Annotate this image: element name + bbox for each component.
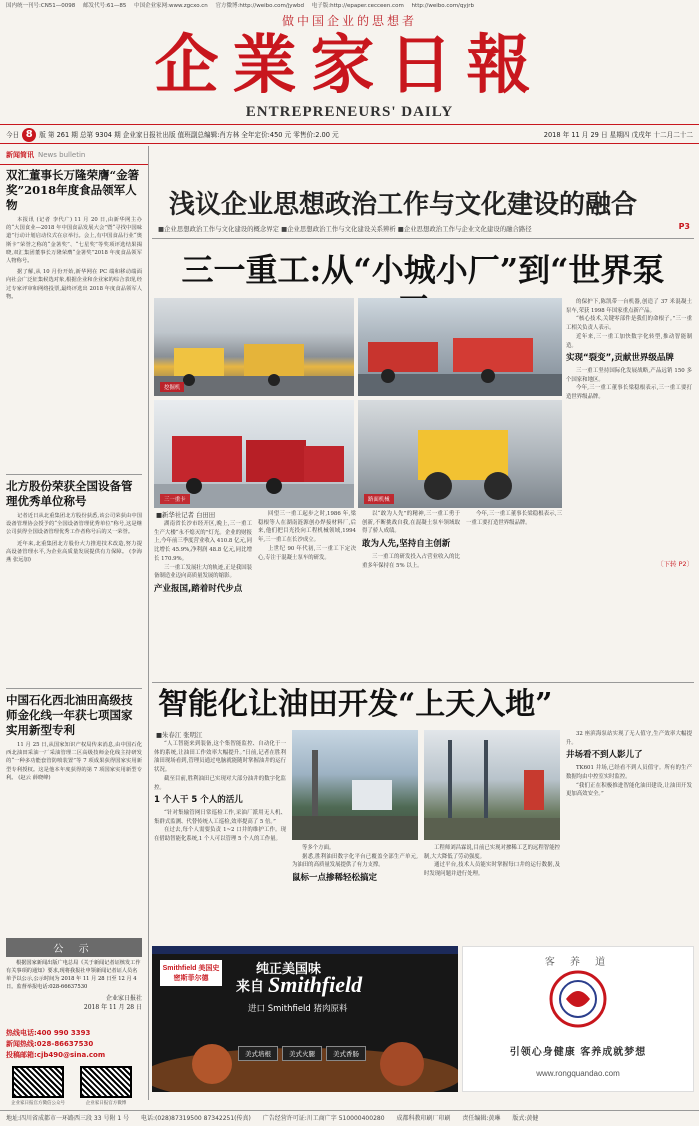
left-story-body: 本报讯 (记者 李代广) 11 月 20 日,由新华网主办的“大国食业—2018 年中国食品发展大会”暨“寻找中国味道”行动计划启动仪式在京举行。会上,有中国食品行业“奥斯卡”荣誉之称的“金箸奖”、“七星奖”等奖项评选结果揭晓,双汇集团董事长万隆荣膺“金箸奖”2018 年度食品领军人物称号。 — [6, 217, 142, 265]
left-story-body: 11 月 25 日,从国家知识产权局传来消息,由中国石化西北油田采油一厂采油管理二区高级技师金化线主持研发的“一种多功能套管防喷装置”等 7 项成果获得国家实用新型专利授权。这是他本年度获得的第 7 项国家实用新型专利。 (赵云 薛晓峰) — [6, 742, 142, 781]
photo-oil-field-1[interactable] — [292, 730, 418, 840]
left-story-1[interactable] — [6, 168, 142, 301]
topbar-item[interactable]: 官方微博:http://weibo.com/jywbd — [215, 3, 305, 9]
photo-red-trucks[interactable] — [154, 400, 354, 508]
story2-subhead: 井场看不到人影儿了 — [566, 750, 643, 761]
story2-subhead: 鼠标一点掺稀轻松搞定 — [292, 873, 378, 884]
story2-paragraph: 截至目前,胜利油田已实现对大部分油井的数字化监控。 — [154, 775, 286, 791]
ad-product: 美式香肠 — [326, 1046, 366, 1061]
story1-paragraph: 以“敢为人先”的精神,三一重工勇于创新,不断挑战自我,在混凝土泵车领域取得了骄人成绩。 — [362, 511, 460, 535]
story1-paragraph: 近年来,三一重工加快数字化转型,推动智能制造。 — [566, 333, 692, 349]
ad2-top-text: 客 养 道 — [544, 957, 612, 968]
ad-slogan: 纯正美国味 — [256, 962, 322, 977]
news-hotline[interactable]: 新闻热线:028-86637530 — [6, 1040, 94, 1048]
notice-date: 2018 年 11 月 28 日 — [83, 1004, 142, 1011]
photo-caption: 三一重卡 — [160, 494, 190, 504]
issue-info-bar — [0, 124, 699, 144]
footer-editor: 责任编辑:黄琳 — [462, 1115, 501, 1122]
story1-subhead: 实现“裂变”,贡献世界级品牌 — [566, 353, 674, 364]
story2-paragraph: 32 座滨海泵站实现了无人值守,生产效率大幅提升。 — [566, 731, 692, 746]
left-story-3[interactable] — [6, 688, 142, 782]
ad-product: 美式培根 — [238, 1046, 278, 1061]
section-label: 新闻简讯 — [6, 151, 34, 159]
oilfield-illustration — [292, 730, 418, 840]
story1-paragraph: 三一重工的研发投入占营业收入的比重多年保持在 5% 以上。 — [362, 553, 460, 569]
footer-address: 地址:四川省成都市一环路西三段 33 号附 1 号 — [6, 1115, 130, 1122]
news-bulletin-header — [0, 146, 148, 165]
story2-col-3 — [424, 844, 560, 944]
photo-oil-field-2[interactable] — [424, 730, 560, 840]
story1-paragraph: 回望三一重工起步之时,1986 年,梁稳根等人在湖南涟源创办焊接材料厂,后来,他们把目光投向工程机械领域,1994 年,三一重工在长沙成立。 — [258, 511, 356, 544]
issue-date: 2018 年 11 月 29 日 星期四 戊戌年 十二月二十二 — [543, 131, 693, 139]
left-story-body: 记者近日从北重集团北方股份获悉,该公司荣获由中国设备管理协会授予的“全国设备管理优秀单位”称号,这是继公司获得全国设备管理优秀工作者称号后的又一荣誉。 — [6, 513, 142, 536]
smithfield-logo: Smithfield 美国史密斯菲尔德 — [160, 960, 222, 986]
ad-product: 美式火腿 — [282, 1046, 322, 1061]
story1-paragraph: 的保护下,陈凯带一台机器,创造了 37 米混凝土泵车,荣获 1998 年国家重点新产品。 — [566, 299, 692, 314]
story2-subhead: 1 个人干 5 个人的活儿 — [154, 795, 243, 806]
story1-col-2 — [258, 510, 356, 682]
notice-heading: 公 示 — [6, 938, 142, 957]
topbar-item[interactable]: 中国企业家网:www.zgcxo.cn — [134, 3, 208, 9]
left-story-title[interactable]: 中国石化西北油田高级技师金化线一年获七项国家实用新型专利 — [6, 693, 133, 737]
masthead-title: 企業家日報 — [154, 28, 545, 103]
footer-layout: 版式:黄健 — [512, 1115, 539, 1122]
ad2-logo-emblem — [548, 969, 608, 1029]
topbar-item[interactable]: http://weibo.com/qyjrb — [411, 3, 474, 9]
masthead-title-en: ENTREPRENEURS' DAILY — [245, 104, 454, 120]
ad2-url[interactable]: www.rongquandao.com — [536, 1069, 620, 1078]
rongquandao-ad[interactable] — [462, 946, 694, 1092]
page-count-badge: 8 — [22, 128, 36, 142]
story2-paragraph: 通过平台,技术人员能实时掌握每口井的运行数据,及时发现问题并进行处理。 — [424, 862, 560, 878]
hotline-phone[interactable]: 热线电话:400 990 3393 — [6, 1029, 91, 1037]
footer-license: 广告经营许可证:川工商广字 510000400280 — [262, 1115, 385, 1122]
lead-headline-2[interactable]: 三一重工:从“小城小厂”到“世界泵 — [181, 251, 665, 289]
divider — [152, 238, 694, 239]
story2-paragraph: 工程师刘昌霖说,目前已实现对掺稀工艺的远程智能控制,大大降低了劳动强度。 — [424, 845, 560, 860]
story1-subhead: 产业报国,踏着时代步点 — [154, 583, 243, 594]
story2-paragraph: TK601 井场,已经看不到人员值守。所有的生产数据均由中控室实时监控。 — [566, 765, 692, 780]
qr-caption: 企业家日报官方微信公众号 — [11, 1101, 65, 1106]
story1-col-3 — [362, 510, 460, 682]
story1-paragraph: 今年,三一重工董事长梁稳根表示,三一重工要打造世界级品牌。 — [466, 511, 562, 526]
left-story-2[interactable] — [6, 474, 142, 564]
story1-col-4 — [466, 510, 562, 682]
story2-paragraph: “人工智能来到装备,这个集智能监控、自动化于一体的系统,让油田工作效率大幅提升。”日前,记者在胜利油田现场看到,管理员通过电脑就能随时掌握油井的运行状况。 — [154, 741, 286, 774]
red-trucks-illustration — [154, 400, 354, 508]
qr-caption: 企业家日报官方微博 — [85, 1101, 127, 1106]
story2-paragraph: 等多个方面。 — [302, 845, 335, 851]
divider — [152, 682, 694, 683]
road-roller-illustration — [358, 400, 562, 508]
ad-products — [238, 1046, 366, 1061]
topbar-item: 邮发代号:61—85 — [83, 3, 127, 9]
story1-paragraph: 今年,三一重工董事长梁稳根表示,三一重工要打造世界级品牌。 — [566, 385, 692, 401]
photo-caption: 路面机械 — [364, 494, 394, 504]
photo-caption: 挖掘机 — [160, 382, 184, 392]
oilfield-illustration — [424, 730, 560, 840]
topbar-item: 国内统一刊号:CN51—0098 — [6, 3, 76, 9]
story1-paragraph: 湖南省长沙市经开区,晚上,三一重工生产大楼“永不熄灭的”灯光。企业的财报上,今年前三季度营业收入 410.8 亿元,同比增长 45.9%,净利润 48.8 亿元,同比增长 170.9%。 — [154, 521, 252, 562]
masthead-tagline: 做中国企业的思想者 — [281, 14, 417, 28]
story1-byline: ■新华社记者 白田田 — [156, 511, 216, 519]
left-story-body: 近年来,北重集团北方股份大力推进技术改造,努力提高设备管理水平,为企业高质量发展提供有力保障。 (李海燕 张远加) — [6, 540, 142, 564]
left-story-title[interactable]: 北方股份荣获全国设备管理优秀单位称号 — [6, 479, 133, 508]
story2-paragraph: 在过去,每个人需要负责 1~2 口井的维护工作。现在借助智能化系统,1 个人可以管理 5 个人的工作量。 — [154, 827, 286, 843]
lead-headline-1[interactable]: 浅议企业思想政治工作与文化建设的融合 — [168, 190, 637, 220]
ad-subline: 进口 Smithfield 猪肉原料 — [248, 1004, 348, 1014]
truck-line-illustration — [358, 298, 562, 396]
story1-right-column — [566, 298, 692, 560]
contact-block — [6, 1028, 142, 1061]
weibo-qr-code[interactable] — [80, 1066, 132, 1098]
story2-paragraph: “针对集输管网日常巡检工作,采油厂派用无人机、集群式监测、代替传统人工巡检,效率提高了 5 倍。” — [154, 809, 286, 825]
ad-brand: Smithfield — [268, 972, 363, 997]
story2-paragraph: 据悉,胜利油田数字化平台已覆盖全部生产单元,为油田的高质量发展提供了有力支撑。 — [292, 853, 418, 869]
smithfield-ad[interactable] — [152, 946, 458, 1092]
ad-from: 来自 — [236, 979, 264, 995]
story1-paragraph: 上世纪 90 年代初,三一重工下定决心,专注于混凝土泵车的研发。 — [258, 545, 356, 561]
ad2-slogan: 引领心身健康 客养成就梦想 — [509, 1047, 647, 1058]
photo-factory-floor[interactable] — [154, 298, 354, 396]
notice-org: 企业家日报社 — [105, 995, 142, 1002]
section-label-en: News bulletin — [38, 151, 86, 159]
story1-col-1 — [154, 520, 252, 682]
footer-printer: 成都科教印刷厂印刷 — [396, 1115, 451, 1122]
page-ref-p3[interactable]: P3 — [678, 222, 690, 231]
submission-email[interactable]: 投稿邮箱:cjb490@sina.com — [6, 1051, 106, 1059]
page-ref-p2[interactable]: 〔下转 P2〕 — [657, 560, 694, 568]
lead-headline-3[interactable]: 智能化让油田开发“上天入地” — [158, 687, 553, 722]
story2-byline: ■朱春江 张明江 — [156, 731, 203, 739]
today-label: 今日 — [6, 131, 20, 139]
story2-col-4 — [566, 730, 692, 940]
story1-paragraph: “核心技术,关键零部件是我们的命根子。”三一重工相关负责人表示。 — [566, 316, 692, 332]
photo-trucks-line[interactable] — [358, 298, 562, 396]
story2-col-2 — [292, 844, 418, 944]
story1-paragraph: 三一重工发展壮大的轨迹,正是我国装备制造业迈向高质量发展的缩影。 — [154, 564, 252, 580]
topbar-item[interactable]: 电子版:http://epaper.cecceen.com — [311, 3, 404, 9]
public-notice — [6, 938, 142, 1011]
wechat-qr-code[interactable] — [12, 1066, 64, 1098]
story1-subhead: 敢为人先,坚持自主创新 — [362, 539, 451, 550]
story2-paragraph: “我们正在积极推进智能化油田建设,让油田开发更加高效安全。” — [566, 782, 692, 798]
photo-road-roller[interactable] — [358, 400, 562, 508]
notice-body: 根据国家新闻出版广电总局《关于新闻记者证核发工作有关事项的通知》要求,现将我报社申领新闻记者证人员名单予以公示,公示时间为 2018 年 11 月 28 日至 12 月 4 日。监督举报电话:028-66637530 — [6, 960, 141, 990]
footer-bar — [0, 1110, 699, 1126]
footer-phone: 电话:(028)87319500 87342251(传真) — [141, 1115, 251, 1122]
left-story-title[interactable]: 双汇董事长万隆荣膺“金箸奖”2018年度食品领军人物 — [6, 168, 140, 212]
issue-details: 版 第 261 期 总第 9304 期 企业家日报社出版 值班副总编辑:肖方林 全年定价:450 元 零售价:2.00 元 — [39, 131, 339, 139]
story1-paragraph: 三一重工坚持国际化发展战略,产品远销 150 多个国家和地区。 — [566, 367, 692, 383]
left-story-body: 据了解,从 10 月份开始,新华网在 PC 端和移动端面向社会广泛征集候选对象,根据企业和企业家的综合表现,经过专家评审和网络投票,最终评选出 2018 年度食品领军人物。 — [6, 269, 142, 300]
top-info-bar — [0, 0, 699, 12]
lead-sublinks[interactable]: ■企业思想政治工作与文化建设的概念界定 ■企业思想政治工作与文化建设关系辨析 ■企业思想政治工作与企业文化建设的融合路径 — [158, 225, 532, 233]
